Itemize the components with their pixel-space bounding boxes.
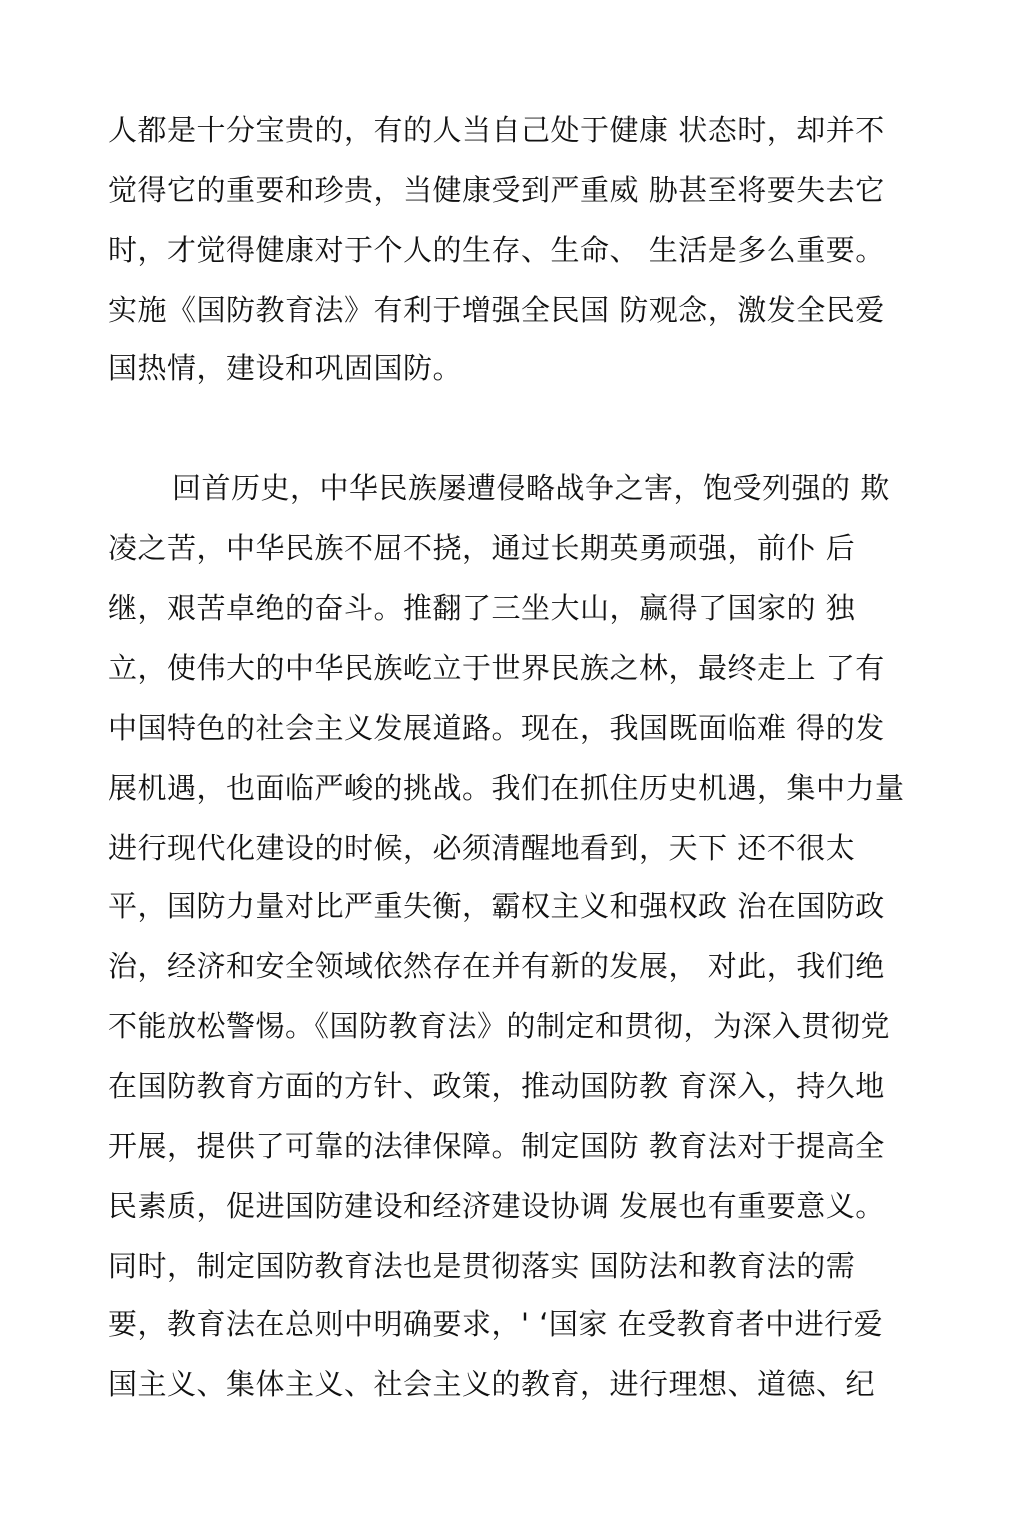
paragraph-2-line-9: 治，经济和安全领域依然存在并有新的发展， 对此，我们绝 — [108, 949, 885, 983]
paragraph-2-line-1: 回首历史，中华民族屡遭侵略战争之害，饱受列强的 欺 — [172, 471, 890, 505]
paragraph-1-line-5: 国热情，建设和巩固国防。 — [108, 351, 463, 385]
paragraph-1-line-2: 觉得它的重要和珍贵，当健康受到严重威 胁甚至将要失去它 — [108, 173, 885, 207]
paragraph-1-line-3: 时，才觉得健康对于个人的生存、生命、 生活是多么重要。 — [108, 233, 885, 267]
paragraph-2-line-15: 要，教育法在总则中明确要求，' ‘国家 在受教育者中进行爱 — [108, 1307, 884, 1341]
paragraph-2-line-11: 在国防教育方面的方针、政策，推动国防教 育深入，持久地 — [108, 1069, 885, 1103]
paragraph-1-line-4: 实施《国防教育法》有利于增强全民国 防观念，激发全民爱 — [108, 293, 885, 327]
paragraph-2-line-2: 凌之苦，中华民族不屈不挠，通过长期英勇顽强，前仆 后 — [108, 531, 856, 565]
paragraph-1-line-1: 人都是十分宝贵的，有的人当自己处于健康 状态时，却并不 — [108, 113, 885, 147]
paragraph-2-line-6: 展机遇，也面临严峻的挑战。我们在抓住历史机遇，集中力量 — [108, 771, 905, 805]
paragraph-2-line-8: 平，国防力量对比严重失衡，霸权主义和强权政 治在国防政 — [108, 889, 885, 923]
paragraph-2-line-3: 继，艰苦卓绝的奋斗。推翻了三坐大山，赢得了国家的 独 — [108, 591, 856, 625]
paragraph-2-line-10: 不能放松警惕。《国防教育法》的制定和贯彻，为深入贯彻党 — [108, 1009, 891, 1043]
paragraph-2-line-5: 中国特色的社会主义发展道路。现在，我国既面临难 得的发 — [108, 711, 885, 745]
paragraph-2-line-12: 开展，提供了可靠的法律保障。制定国防 教育法对于提高全 — [108, 1129, 885, 1163]
paragraph-2-line-13: 民素质，促进国防建设和经济建设协调 发展也有重要意义。 — [108, 1189, 885, 1223]
paragraph-2-line-4: 立，使伟大的中华民族屹立于世界民族之林，最终走上 了有 — [108, 651, 885, 685]
paragraph-2-line-16: 国主义、集体主义、社会主义的教育，进行理想、道德、纪 — [108, 1367, 876, 1401]
paragraph-2-line-14: 同时，制定国防教育法也是贯彻落实 国防法和教育法的需 — [108, 1249, 856, 1283]
paragraph-2-line-7: 进行现代化建设的时候，必须清醒地看到，天下 还不很太 — [108, 831, 856, 865]
